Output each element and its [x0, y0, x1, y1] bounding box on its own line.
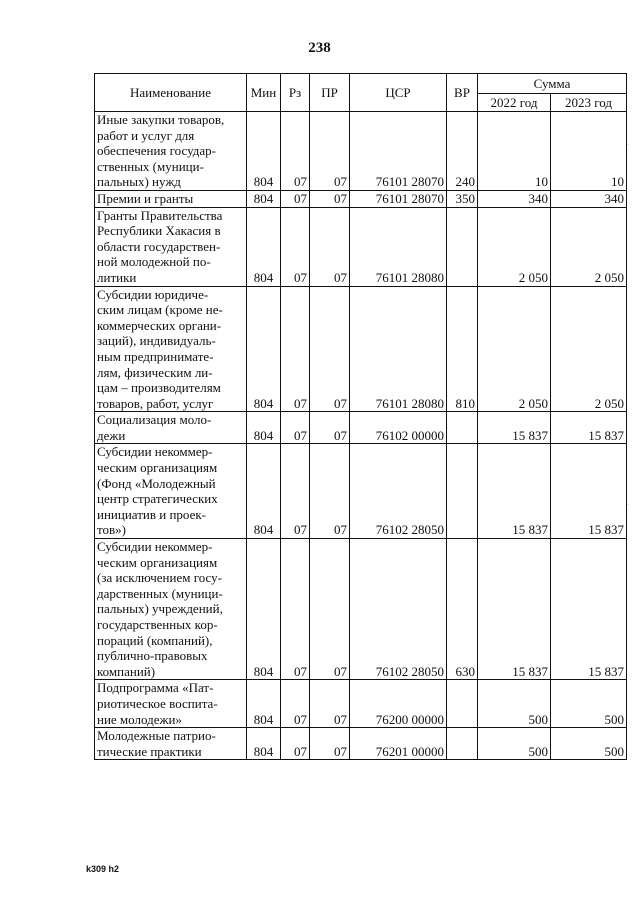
- header-rz: Рз: [281, 74, 310, 112]
- cell-pr: 07: [310, 728, 350, 760]
- cell-2022: 15 837: [478, 539, 551, 680]
- cell-min: 804: [247, 112, 281, 191]
- cell-csr: 76101 28080: [350, 207, 447, 286]
- table-row: [95, 207, 627, 286]
- cell-2023: 15 837: [551, 539, 627, 680]
- cell-2023: 340: [551, 190, 627, 207]
- cell-name: Субсидии некоммер- ческим организациям (Фонд «Молодежный центр стратегических инициатив и проек- тов»): [95, 444, 247, 539]
- cell-csr: 76101 28070: [350, 190, 447, 207]
- cell-rz: 07: [281, 412, 310, 444]
- cell-rz: 07: [281, 444, 310, 539]
- cell-vr: [447, 728, 478, 760]
- scan-edge-mark: ·: [627, 500, 630, 509]
- table-row: [95, 444, 627, 539]
- page-number: 238: [308, 40, 331, 56]
- cell-csr: 76200 00000: [350, 680, 447, 728]
- cell-min: 804: [247, 412, 281, 444]
- scan-edge-mark: ·: [627, 140, 630, 149]
- cell-name: Гранты Правительства Республики Хакасия в области государствен- ной молодежной по- литики: [95, 207, 247, 286]
- cell-name: Субсидии юридиче- ским лицам (кроме не- коммерческих органи- заций), индивидуаль- ным предпринимате- лям, физическим ли- цам – производителям товаров, работ, услуг: [95, 286, 247, 412]
- cell-2023: 15 837: [551, 412, 627, 444]
- cell-pr: 07: [310, 412, 350, 444]
- cell-2022: 15 837: [478, 444, 551, 539]
- header-vr: ВР: [447, 74, 478, 112]
- cell-2023: 500: [551, 680, 627, 728]
- table-row: [95, 286, 627, 412]
- cell-csr: 76102 00000: [350, 412, 447, 444]
- cell-rz: 07: [281, 207, 310, 286]
- table-row: [95, 539, 627, 680]
- header-name: Наименование: [95, 74, 247, 112]
- cell-min: 804: [247, 728, 281, 760]
- cell-rz: 07: [281, 539, 310, 680]
- cell-2023: 500: [551, 728, 627, 760]
- cell-vr: 630: [447, 539, 478, 680]
- table-body: [95, 112, 627, 760]
- cell-2022: 340: [478, 190, 551, 207]
- cell-name: Иные закупки товаров, работ и услуг для обеспечения государ- ственных (муници- пальных) нужд: [95, 112, 247, 191]
- header-pr: ПР: [310, 74, 350, 112]
- cell-vr: 350: [447, 190, 478, 207]
- cell-2023: 2 050: [551, 286, 627, 412]
- cell-name: Социализация моло- дежи: [95, 412, 247, 444]
- cell-vr: 810: [447, 286, 478, 412]
- cell-2022: 2 050: [478, 286, 551, 412]
- cell-csr: 76102 28050: [350, 539, 447, 680]
- cell-rz: 07: [281, 190, 310, 207]
- cell-min: 804: [247, 444, 281, 539]
- cell-2023: 15 837: [551, 444, 627, 539]
- header-min: Мин: [247, 74, 281, 112]
- cell-csr: 76102 28050: [350, 444, 447, 539]
- cell-pr: 07: [310, 190, 350, 207]
- cell-rz: 07: [281, 680, 310, 728]
- table-header: [95, 74, 627, 112]
- cell-name: Субсидии некоммер- ческим организациям (за исключением госу- дарственных (муници- пальных) учреждений, государственных кор- пораций (компаний), публично-правовых компаний): [95, 539, 247, 680]
- cell-pr: 07: [310, 207, 350, 286]
- cell-min: 804: [247, 539, 281, 680]
- cell-2022: 500: [478, 728, 551, 760]
- header-sum: Сумма: [478, 74, 627, 94]
- header-year-2022: 2022 год: [478, 94, 551, 112]
- header-csr: ЦСР: [350, 74, 447, 112]
- budget-table: [94, 73, 627, 760]
- footer-code: k309 h2: [86, 864, 120, 874]
- cell-2022: 2 050: [478, 207, 551, 286]
- cell-pr: 07: [310, 680, 350, 728]
- table-row: [95, 412, 627, 444]
- cell-min: 804: [247, 286, 281, 412]
- cell-csr: 76101 28080: [350, 286, 447, 412]
- cell-min: 804: [247, 680, 281, 728]
- cell-name: Молодежные патрио- тические практики: [95, 728, 247, 760]
- cell-vr: [447, 444, 478, 539]
- cell-pr: 07: [310, 539, 350, 680]
- cell-pr: 07: [310, 444, 350, 539]
- table-row: [95, 112, 627, 191]
- cell-2022: 10: [478, 112, 551, 191]
- cell-pr: 07: [310, 286, 350, 412]
- cell-min: 804: [247, 207, 281, 286]
- cell-vr: 240: [447, 112, 478, 191]
- cell-vr: [447, 412, 478, 444]
- cell-csr: 76201 00000: [350, 728, 447, 760]
- cell-name: Премии и гранты: [95, 190, 247, 207]
- cell-2023: 10: [551, 112, 627, 191]
- cell-pr: 07: [310, 112, 350, 191]
- table-row: [95, 680, 627, 728]
- cell-2022: 15 837: [478, 412, 551, 444]
- cell-2022: 500: [478, 680, 551, 728]
- cell-name: Подпрограмма «Пат- риотическое воспита- ние молодежи»: [95, 680, 247, 728]
- cell-vr: [447, 207, 478, 286]
- cell-min: 804: [247, 190, 281, 207]
- header-year-2023: 2023 год: [551, 94, 627, 112]
- cell-rz: 07: [281, 112, 310, 191]
- cell-vr: [447, 680, 478, 728]
- cell-rz: 07: [281, 728, 310, 760]
- cell-rz: 07: [281, 286, 310, 412]
- cell-2023: 2 050: [551, 207, 627, 286]
- cell-csr: 76101 28070: [350, 112, 447, 191]
- table-row: [95, 190, 627, 207]
- table-row: [95, 728, 627, 760]
